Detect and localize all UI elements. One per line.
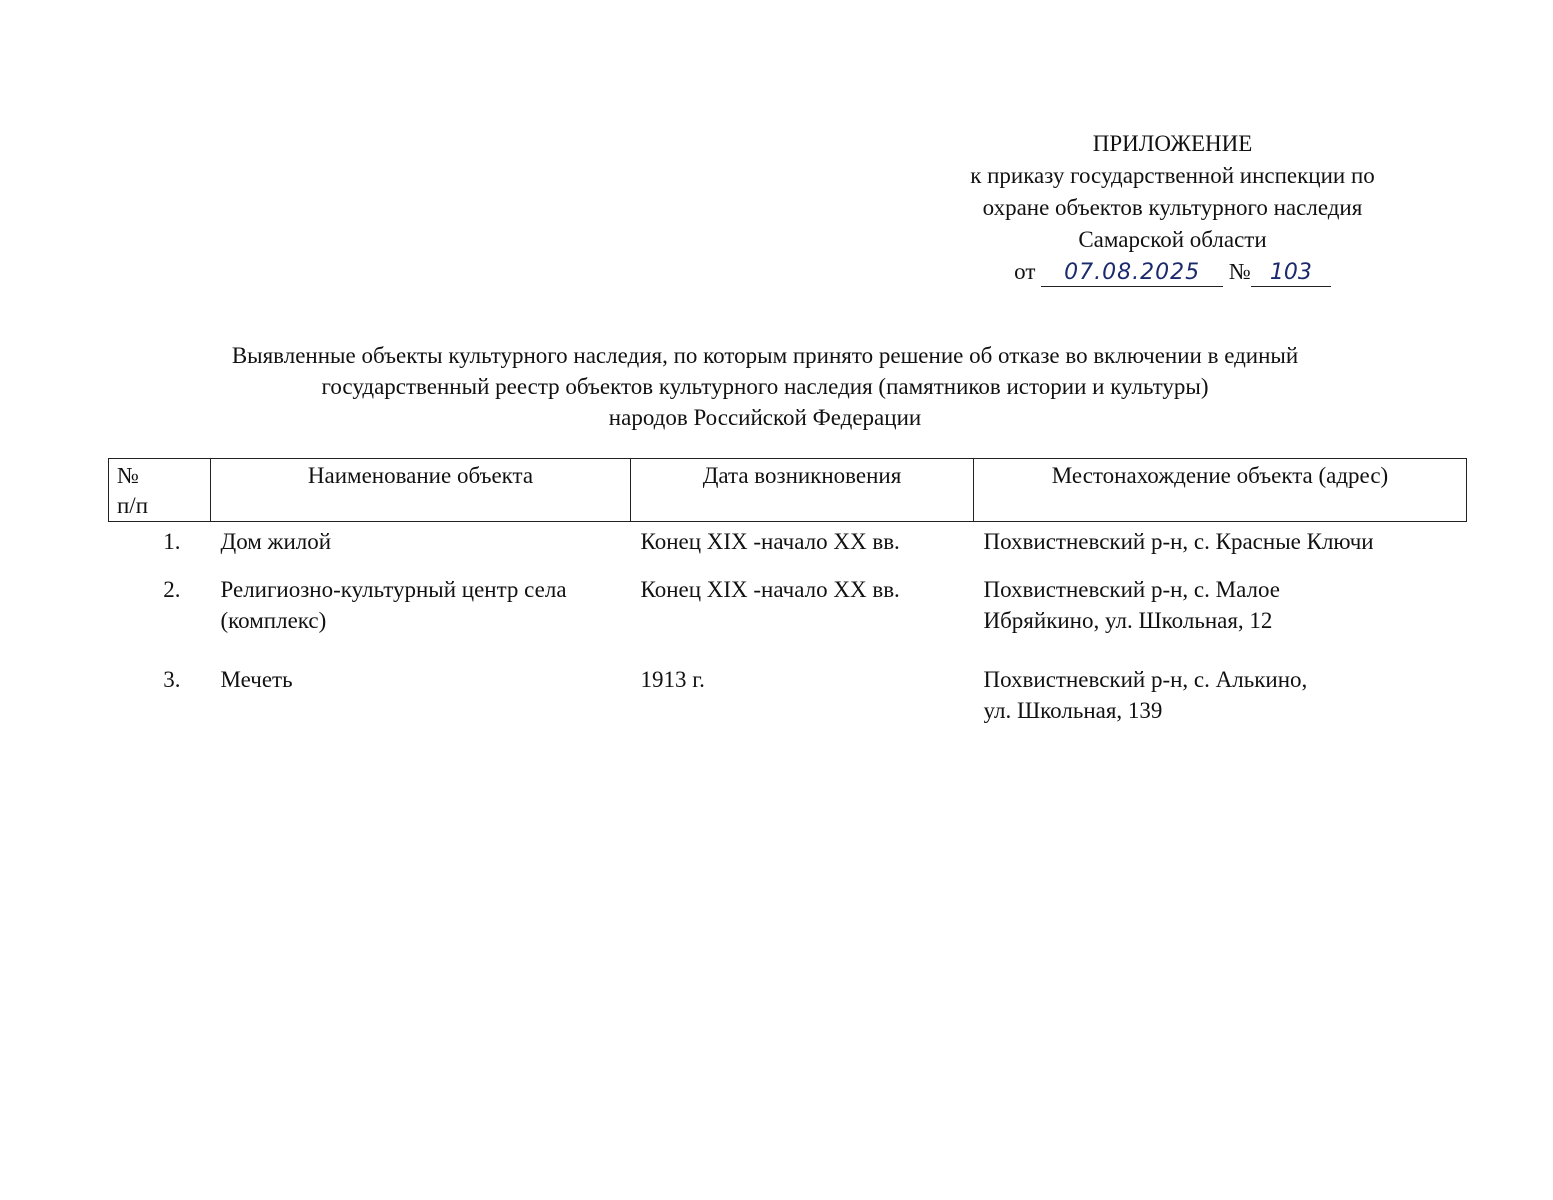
appendix-line-2: охране объектов культурного наследия	[982, 195, 1363, 220]
row-number: 1.	[163, 529, 181, 554]
row-name: Религиозно-культурный центр села (комплекс)	[220, 577, 567, 633]
row-location: Похвистневский р-н, с. Малое Ибряйкино, ул. Школьная, 12	[983, 577, 1280, 633]
title-line-2: государственный реестр объектов культурного наследия (памятников истории и культуры)	[321, 374, 1209, 399]
order-date: 07.08.2025	[1041, 260, 1223, 287]
title-line-3: народов Российской Федерации	[608, 405, 922, 430]
row-date: Конец XIX -начало XX вв.	[640, 529, 900, 554]
header-number: № п/п	[109, 459, 211, 522]
order-number: 103	[1251, 260, 1331, 287]
header-date: Дата возникновения	[631, 459, 974, 522]
date-prefix: от	[1014, 259, 1036, 284]
table-row	[109, 570, 1467, 660]
appendix-header	[900, 128, 1445, 288]
appendix-title: ПРИЛОЖЕНИЕ	[1092, 131, 1253, 156]
row-location: Похвистневский р-н, с. Красные Ключи	[983, 529, 1374, 554]
row-date: 1913 г.	[640, 667, 705, 692]
table-row	[109, 660, 1467, 726]
order-date-number	[900, 256, 1445, 288]
title-line-1: Выявленные объекты культурного наследия, по которым принято решение об отказе во включении в единый	[231, 343, 1299, 368]
appendix-line-3: Самарской области	[1078, 227, 1267, 252]
table-row	[109, 522, 1467, 571]
row-name: Дом жилой	[220, 529, 332, 554]
row-location: Похвистневский р-н, с. Алькино, ул. Школьная, 139	[983, 667, 1308, 723]
header-location: Местонахождение объекта (адрес)	[974, 459, 1467, 522]
row-name: Мечеть	[220, 667, 293, 692]
row-date: Конец XIX -начало XX вв.	[640, 577, 900, 602]
appendix-line-1: к приказу государственной инспекции по	[970, 163, 1375, 188]
table-header-row	[109, 459, 1467, 522]
document-title	[120, 340, 1410, 433]
row-number: 3.	[163, 667, 181, 692]
number-prefix: №	[1228, 259, 1251, 284]
header-name: Наименование объекта	[211, 459, 631, 522]
objects-table	[108, 458, 1467, 726]
row-number: 2.	[163, 577, 181, 602]
